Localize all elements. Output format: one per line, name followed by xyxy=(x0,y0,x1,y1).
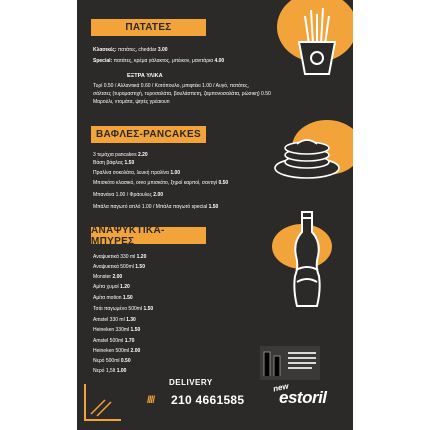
drink-item: Αμίτα χυμοί 1.20 xyxy=(93,284,130,290)
drink-item: Amstel 330 ml 1.30 xyxy=(93,317,136,323)
menu-item-pancakes: 3 τεμάχια pancakes 2.20 xyxy=(93,152,148,158)
menu-item-ice-cream: Μπάλα παγωτό απλό 1.00 / Μπάλα παγωτό special 1.50 xyxy=(93,204,219,210)
section-title-waffles: ΒΑΦΛΕΣ-PANCAKES xyxy=(91,126,206,143)
drink-item: Νερό 1,5lt 1.00 xyxy=(93,368,127,374)
menu-item-special-fries: Special: πατάτες, κρέμα γάλακτος, μπέικον, μανιτάρια 4.00 xyxy=(93,58,225,64)
menu-item-fruit: Μπανάνα 1.00 / Φράουλες 2.00 xyxy=(93,192,164,198)
extras-line-1: Τυρί 0.50 / Αλλαντικά 0.60 / Κοτόπουλο, μπιφτέκι 1.00 / Αυγό, πατάτες, xyxy=(93,83,249,89)
pancakes-icon xyxy=(273,130,341,180)
fries-icon xyxy=(287,8,347,78)
drink-item: Αμίτα motion 1.50 xyxy=(93,295,133,301)
stamp-graphic xyxy=(260,346,320,380)
drink-item: Heineken 330ml 1.50 xyxy=(93,327,141,333)
extras-line-3: Μαρούλι, ντομάτα, ψητές γρέαιουn xyxy=(93,99,170,105)
delivery-label: DELIVERY xyxy=(169,378,213,387)
drink-item: Αναψυκτικά 500ml 1.50 xyxy=(93,264,145,270)
logo-new: new xyxy=(272,381,290,394)
menu-item-classic-fries: Κλασικές: πατάτες, cheddar 3.00 xyxy=(93,47,168,53)
drink-item: Νερό 500ml 0.50 xyxy=(93,358,131,364)
extras-heading: ΕΞΤΡΑ ΥΛΙΚΑ xyxy=(127,73,163,79)
menu-item-toppings: Μπισκότο κλασικό, oreo μπισκότο, ξηροί καρποί, σαντιγί 0.50 xyxy=(93,180,229,186)
menu-item-waffle-base: Βάση βάφλας 1.50 xyxy=(93,160,135,166)
corner-bracket xyxy=(83,382,123,422)
drink-item: Amstel 500ml 1.70 xyxy=(93,338,135,344)
logo-estoril: estoril xyxy=(279,388,327,407)
drink-item: Τσάι παγωμένο 500ml 1.50 xyxy=(93,306,154,312)
phone-number[interactable]: 210 4661585 xyxy=(171,393,245,407)
slash-decoration: //// xyxy=(147,395,155,406)
cola-bottle-icon xyxy=(287,210,327,310)
drink-item: Αναψυκτικά 330 ml 1.20 xyxy=(93,254,147,260)
section-title-drinks: ΑΝΑΨΥΚΤΙΚΑ-ΜΠΥΡΕΣ xyxy=(91,227,206,244)
extras-line-2: σάλτσες (τυρομαστιχή, τυροσαλάτα, βουλάσπετη, ζαμπονοσαλάτα, ρώσικη) 0.50 xyxy=(93,91,271,97)
drink-item: Heineken 500ml 2.00 xyxy=(93,348,141,354)
section-title-fries: ΠΑΤΑΤΕΣ xyxy=(91,19,206,36)
menu-board xyxy=(77,0,353,430)
drink-item: Monster 2.00 xyxy=(93,274,123,280)
menu-item-praline: Πραλίνα σοκολάτα, λευκή πραλίνα 1.00 xyxy=(93,170,181,176)
